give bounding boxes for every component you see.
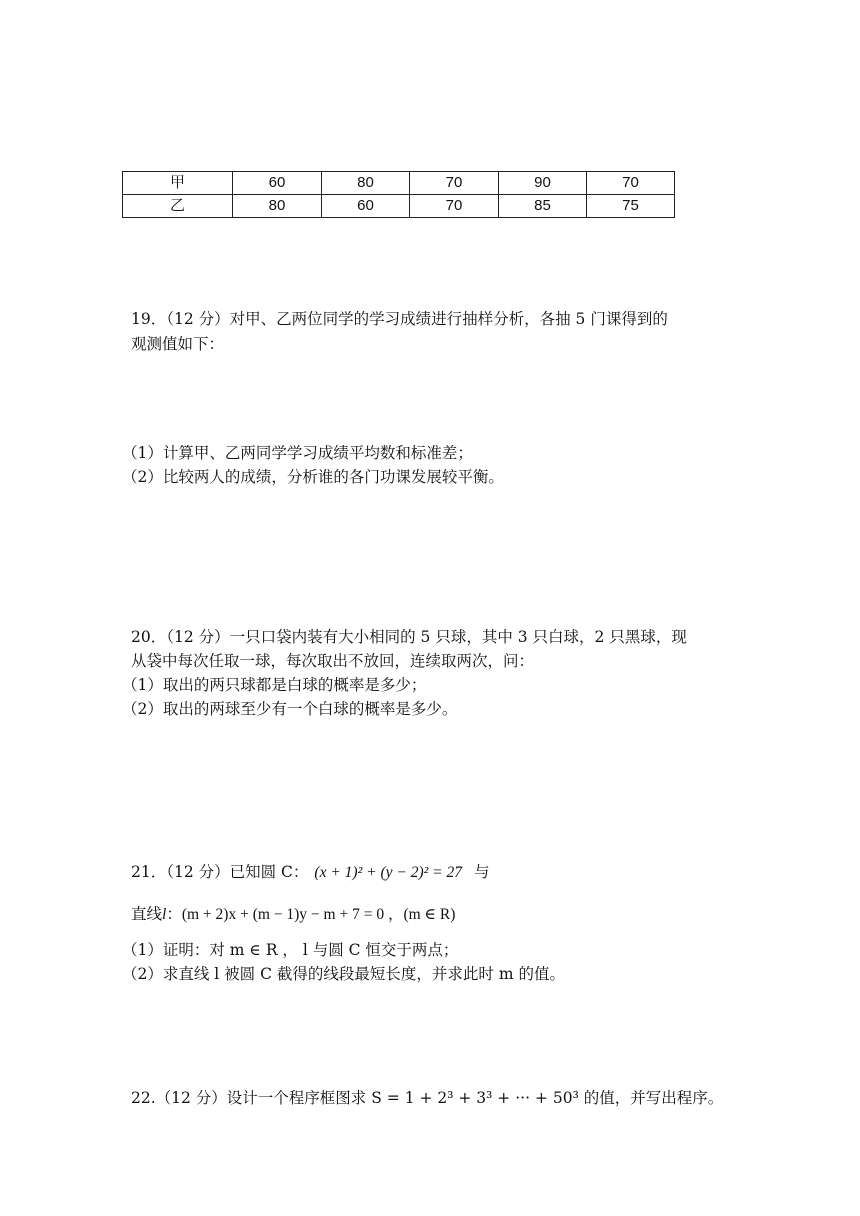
table-row xyxy=(123,195,675,218)
q22-text: 22.（12 分）设计一个程序框图求 S = 1 + 2³ + 3³ + ··· + 50³ 的值，并写出程序。 xyxy=(131,1089,724,1107)
scores-table xyxy=(122,171,675,218)
q19-line2: 观测值如下： xyxy=(131,335,225,353)
q21-intro-line xyxy=(131,860,489,885)
score-cell: 80 xyxy=(233,195,322,218)
score-cell: 60 xyxy=(233,172,322,195)
q19-part2: （2）比较两人的成绩，分析谁的各门功课发展较平衡。 xyxy=(122,468,504,486)
score-cell: 70 xyxy=(410,172,499,195)
q20-part2: （2）取出的两球至少有一个白球的概率是多少。 xyxy=(122,700,458,718)
score-cell: 70 xyxy=(410,195,499,218)
q21-intro: 21．（12 分）已知圆 C： xyxy=(131,863,309,881)
q20-line1: 20．（12 分）一只口袋内装有大小相同的 5 只球，其中 3 只白球，2 只黑球，现 xyxy=(131,628,687,646)
q21-part2: （2）求直线 l 被圆 C 截得的线段最短长度，并求此时 m 的值。 xyxy=(122,965,565,983)
score-cell: 90 xyxy=(499,172,587,195)
score-cell: 85 xyxy=(499,195,587,218)
line-equation: ：(m + 2)x + (m − 1)y − m + 7 = 0 ，(m ∈ R) xyxy=(166,906,456,923)
student-name-cell: 乙 xyxy=(123,195,233,218)
q21-part1: （1）证明：对 m ∈ R ， l 与圆 C 恒交于两点； xyxy=(122,941,459,959)
score-cell: 80 xyxy=(322,172,410,195)
q21-line-definition xyxy=(131,902,455,927)
q20-line2: 从袋中每次任取一球，每次取出不放回，连续取两次，问： xyxy=(131,652,535,670)
circle-equation: (x + 1)² + (y − 2)² = 27 xyxy=(314,864,462,881)
q21-tail: 与 xyxy=(473,863,490,881)
score-cell: 70 xyxy=(587,172,675,195)
line-variable: l xyxy=(162,906,167,923)
q19-part1: （1）计算甲、乙两同学学习成绩平均数和标准差； xyxy=(122,444,473,462)
table-row xyxy=(123,172,675,195)
q19-line1: 19．（12 分）对甲、乙两位同学的学习成绩进行抽样分析，各抽 5 门课得到的 xyxy=(131,310,668,328)
student-name-cell: 甲 xyxy=(123,172,233,195)
line-prefix: 直线 xyxy=(131,905,163,923)
score-cell: 60 xyxy=(322,195,410,218)
q20-part1: （1）取出的两只球都是白球的概率是多少； xyxy=(122,676,427,694)
score-cell: 75 xyxy=(587,195,675,218)
